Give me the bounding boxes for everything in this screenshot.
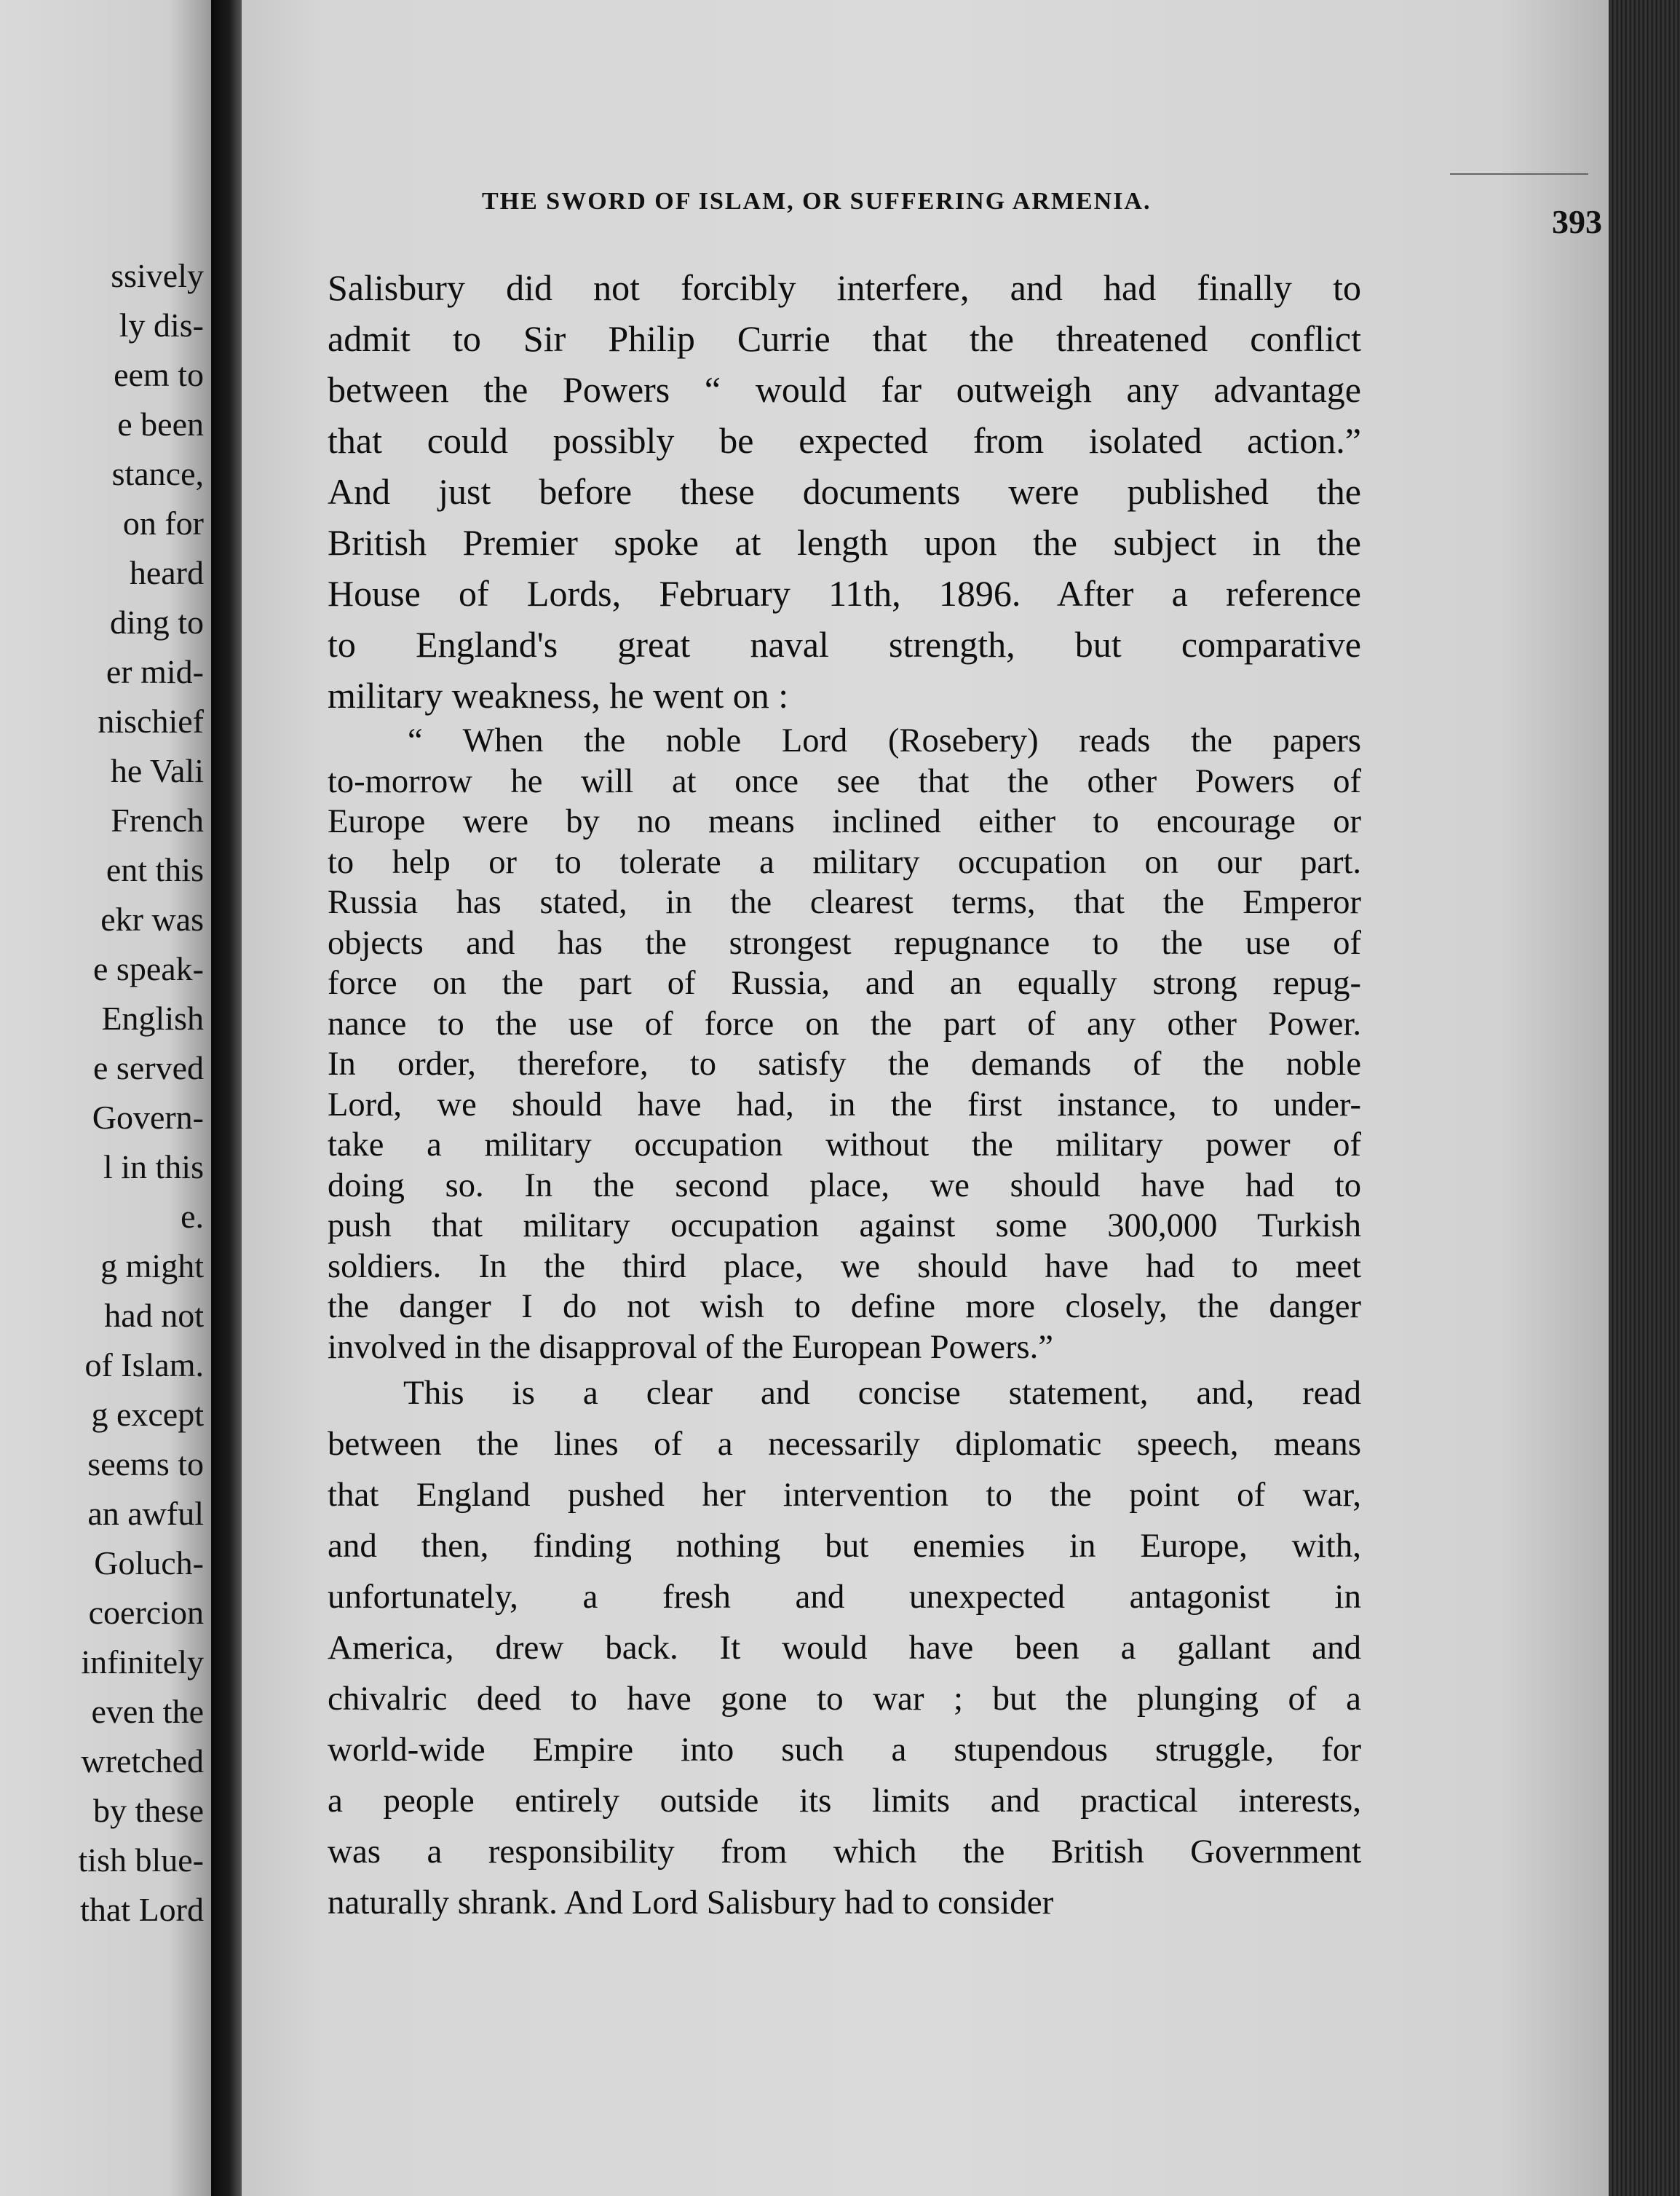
- quote-line: Russia has stated, in the clearest terms, that the Emperor: [328, 884, 1361, 921]
- facing-page-line: seems to: [87, 1445, 204, 1482]
- paragraph-1: [328, 262, 1361, 721]
- block-quote: [328, 721, 1361, 1367]
- body-line: was a responsibility from which the British Government: [328, 1833, 1361, 1871]
- facing-page-line: had not: [104, 1297, 204, 1334]
- facing-page-line: Goluch-: [94, 1544, 204, 1581]
- quote-line: nance to the use of force on the part of any other Power.: [328, 1005, 1361, 1043]
- page-number: 393: [1552, 203, 1602, 240]
- facing-page-line: l in this: [103, 1148, 204, 1185]
- body-line: America, drew back. It would have been a gallant and: [328, 1629, 1361, 1667]
- facing-page-line: Govern-: [92, 1099, 204, 1136]
- facing-page-line: nischief: [98, 703, 204, 740]
- facing-page-line: ent this: [106, 851, 204, 888]
- paragraph-3: [328, 1367, 1361, 1928]
- body-line: chivalric deed to have gone to war ; but the plunging of a: [328, 1680, 1361, 1718]
- quote-line: to help or to tolerate a military occupation on our part.: [328, 843, 1361, 881]
- body-line: a people entirely outside its limits and practical interests,: [328, 1782, 1361, 1820]
- facing-page-line: that Lord: [80, 1891, 204, 1928]
- body-line: And just before these documents were published the: [328, 471, 1361, 512]
- body-line: House of Lords, February 11th, 1896. After a reference: [328, 573, 1361, 614]
- body-line: naturally shrank. And Lord Salisbury had to consider: [328, 1884, 1054, 1922]
- quote-line: involved in the disapproval of the European Powers.”: [328, 1328, 1053, 1366]
- page-edges: [1609, 0, 1680, 2196]
- quote-line: take a military occupation without the military power of: [328, 1126, 1361, 1164]
- running-head: THE SWORD OF ISLAM, OR SUFFERING ARMENIA.: [482, 188, 1152, 215]
- body-line: to England's great naval strength, but comparative: [328, 624, 1361, 665]
- body-line: unfortunately, a fresh and unexpected antagonist in: [328, 1578, 1361, 1616]
- facing-page-line: e served: [93, 1049, 204, 1086]
- facing-page-line: by these: [92, 1792, 204, 1829]
- facing-page-line: heard: [129, 554, 204, 591]
- body-line: between the lines of a necessarily diplomatic speech, means: [328, 1425, 1361, 1463]
- facing-page-line: e.: [181, 1198, 204, 1235]
- facing-page-line: g except: [91, 1396, 204, 1433]
- body-line: admit to Sir Philip Currie that the threatened conflict: [328, 318, 1361, 359]
- facing-page-line: ssively: [111, 257, 204, 294]
- book-gutter: [211, 0, 242, 2196]
- quote-line: doing so. In the second place, we should have had to: [328, 1166, 1361, 1204]
- facing-page-line: even the: [91, 1693, 204, 1730]
- facing-page-line: French: [111, 802, 204, 839]
- body-line: British Premier spoke at length upon the subject in the: [328, 522, 1361, 563]
- facing-page-line: e speak-: [93, 950, 204, 987]
- facing-page-line: er mid-: [106, 653, 204, 690]
- quote-line: objects and has the strongest repugnance to the use of: [328, 924, 1361, 962]
- facing-page-line: eem to: [114, 356, 204, 393]
- body-line: between the Powers “ would far outweigh any advantage: [328, 369, 1361, 410]
- body-line: world-wide Empire into such a stupendous struggle, for: [328, 1731, 1361, 1769]
- facing-page-line: wretched: [81, 1742, 204, 1780]
- quote-line: to-morrow he will at once see that the other Powers of: [328, 762, 1361, 800]
- body-line: military weakness, he went on :: [328, 675, 789, 716]
- quote-line: soldiers. In the third place, we should have had to meet: [328, 1247, 1361, 1285]
- quote-line: the danger I do not wish to define more closely, the danger: [328, 1288, 1361, 1325]
- facing-page-line: of Islam.: [84, 1346, 204, 1383]
- quote-line: Lord, we should have had, in the first instance, to under-: [328, 1086, 1361, 1123]
- facing-page-line: coercion: [88, 1594, 204, 1631]
- facing-page-line: e been: [117, 406, 204, 443]
- quote-line: In order, therefore, to satisfy the demands of the noble: [328, 1046, 1361, 1083]
- facing-page-line: stance,: [111, 455, 204, 492]
- facing-page-line: g might: [100, 1247, 204, 1284]
- page-body: [328, 262, 1361, 1928]
- facing-page-line: on for: [122, 505, 204, 542]
- facing-page-fragment: [0, 0, 211, 2196]
- body-line: that could possibly be expected from isolated action.”: [328, 420, 1361, 461]
- quote-line: “ When the noble Lord (Rosebery) reads the papers: [408, 722, 1361, 759]
- body-line: that England pushed her intervention to the point of war,: [328, 1476, 1361, 1514]
- quote-line: push that military occupation against some 300,000 Turkish: [328, 1207, 1361, 1244]
- facing-page-line: infinitely: [81, 1643, 204, 1680]
- body-line: and then, finding nothing but enemies in Europe, with,: [328, 1527, 1361, 1565]
- facing-page-line: tish blue-: [78, 1841, 204, 1879]
- quote-line: force on the part of Russia, and an equally strong repug-: [328, 965, 1361, 1002]
- facing-page-line: ekr was: [100, 901, 204, 938]
- body-line: This is a clear and concise statement, and, read: [403, 1374, 1361, 1412]
- book-page: [242, 0, 1609, 2196]
- body-line: Salisbury did not forcibly interfere, and had finally to: [328, 267, 1361, 308]
- facing-page-line: he Vali: [110, 752, 204, 789]
- facing-page-line: ding to: [109, 604, 204, 641]
- facing-page-line: an awful: [87, 1495, 204, 1532]
- header-rule: [1450, 173, 1588, 175]
- facing-page-line: English: [101, 1000, 204, 1037]
- quote-line: Europe were by no means inclined either to encourage or: [328, 803, 1361, 840]
- facing-page-line: ly dis-: [119, 307, 204, 344]
